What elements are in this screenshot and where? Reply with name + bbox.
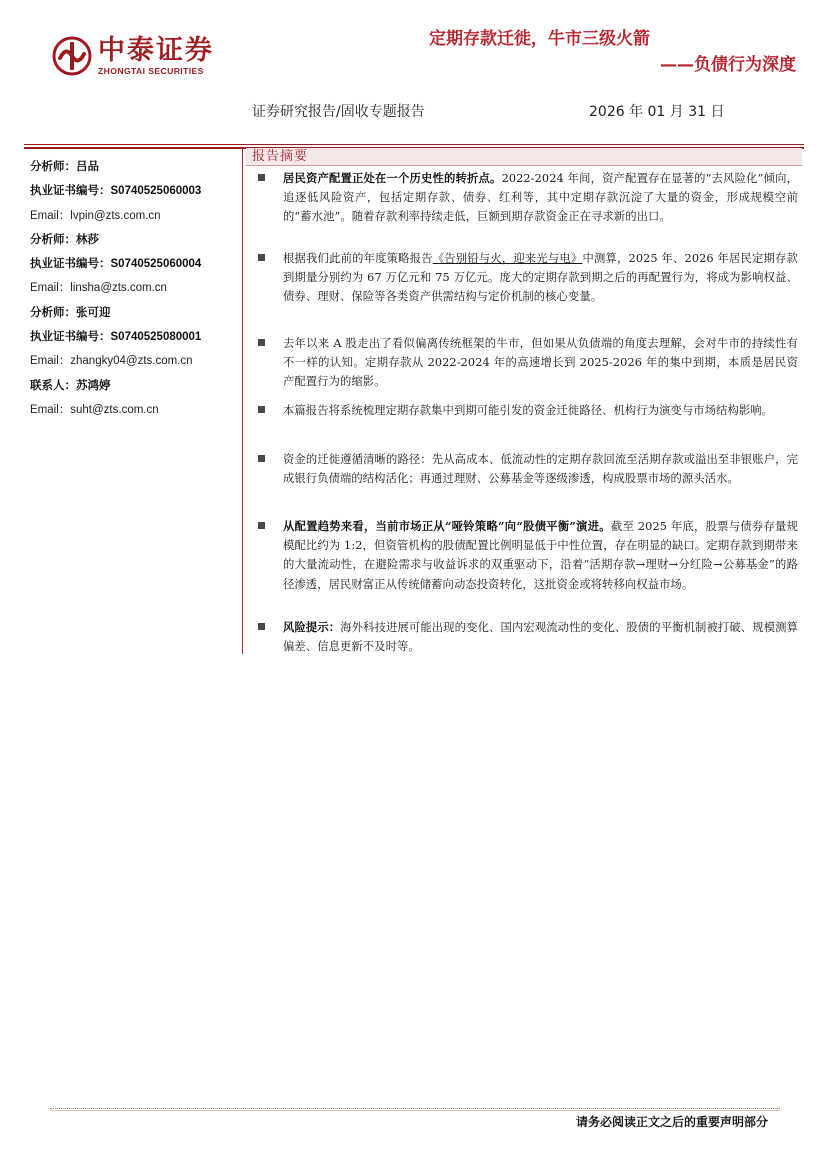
email-row: [30, 397, 240, 421]
analyst-row: [30, 227, 240, 251]
summary-bullet: [254, 517, 802, 594]
brand-name-en: ZHONGTAI SECURITIES: [98, 66, 204, 76]
bullet-square-icon: [258, 174, 265, 181]
contact-row: [30, 373, 240, 397]
summary-bullet: [254, 249, 802, 307]
report-date: 2026 年 01 月 31 日: [589, 104, 725, 120]
footer-divider: [50, 1108, 780, 1109]
bullet-text: 截至 2025 年底，股票与债券存量规模配比约为 1:2，但资管机构的股债配置比例明显低于中性位置，存在明显的缺口。定期存款到期带来的大量流动性，在避险需求与收益诉求的双重驱动下，沿着“活期存款→理财→分红险→公募基金”的路径渗透，居民财富正从传统储蓄向动态投资转化，这批资金或将转移向权益市场。: [283, 520, 798, 591]
analyst-name: 张可迎: [76, 304, 111, 319]
bullet-text: 2022-2024 年间，资产配置存在显著的“去风险化”倾向，追逐低风险资产，包括定期存款、债券、红利等，其中定期存款沉淀了大量的资金，形成规模空前的“蓄水池”。随着存款利率持续走低，巨额到期存款资金正在寻求新的出口。: [283, 172, 798, 224]
zhongtai-logo-icon: [52, 36, 92, 76]
bullet-text-pre: 根据我们此前的年度策略报告: [283, 252, 433, 265]
contact-role-label: 联系人：: [30, 377, 76, 392]
bullet-text: 去年以来 A 股走出了看似偏离传统框架的牛市，但如果从负债端的角度去理解，会对牛市的持续性有不一样的认知。定期存款从 2022-2024 年的高速增长到 2025-2026 年的集中到期，本质是居民资产配置行为的缩影。: [283, 337, 798, 389]
footer-divider-secondary: [50, 1110, 780, 1111]
cert-number: S0740525060004: [110, 258, 202, 271]
summary-heading-bar: [246, 148, 802, 166]
analyst-email[interactable]: lvpin@zts.com.cn: [70, 209, 161, 222]
analyst-role-label: 分析师：: [30, 159, 76, 173]
analyst-row: [30, 154, 240, 178]
summary-bullet: [254, 618, 802, 656]
cert-label: 执业证书编号：: [30, 256, 111, 271]
brand-name-cn: 中泰证券: [98, 35, 214, 66]
contact-name: 苏鸿婷: [76, 377, 111, 392]
cert-number: S0740525060003: [110, 185, 202, 198]
bullet-square-icon: [258, 522, 265, 529]
bullet-square-icon: [258, 339, 265, 346]
bullet-text: 资金的迁徙遵循清晰的路径：先从高成本、低流动性的定期存款回流至活期存款或溢出至非银账户，完成银行负债端的结构活化；再通过理财、公募基金等逐级渗透，构成股票市场的源头活水。: [283, 453, 798, 486]
analyst-role-label: 分析师：: [30, 231, 76, 246]
report-subtitle: ——负债行为深度: [660, 55, 796, 75]
bullet-text: 本篇报告将系统梳理定期存款集中到期可能引发的资金迁徙路径、机构行为演变与市场结构影响。: [283, 404, 774, 417]
bullet-square-icon: [258, 623, 265, 630]
email-label: Email：: [30, 209, 71, 222]
email-label: Email：: [30, 282, 71, 295]
analyst-sidebar: [30, 154, 240, 421]
bullet-square-icon: [258, 254, 265, 261]
summary-bullet: [254, 450, 802, 488]
bullet-square-icon: [258, 455, 265, 462]
report-type: 证券研究报告/固收专题报告: [252, 104, 425, 120]
brand-logo: [52, 36, 214, 76]
strategy-report-link[interactable]: 《告别铅与火，迎来光与电》: [432, 252, 583, 265]
bullet-bold-lead: 风险提示：: [283, 620, 341, 634]
bullet-bold-lead: 从配置趋势来看，当前市场正从“哑铃策略”向“股债平衡”演进。: [283, 519, 611, 533]
cert-row: [30, 324, 240, 348]
analyst-name: 林莎: [76, 231, 99, 246]
bullet-text: 海外科技进展可能出现的变化、国内宏观流动性的变化、股债的平衡机制被打破、规模测算偏差、信息更新不及时等。: [283, 621, 798, 654]
report-title: 定期存款迁徙，牛市三级火箭: [429, 29, 650, 49]
cert-number: S0740525080001: [110, 331, 202, 344]
email-row: [30, 203, 240, 227]
email-label: Email：: [30, 355, 71, 368]
column-divider: [242, 148, 243, 654]
cert-row: [30, 251, 240, 275]
summary-bullet: [254, 334, 802, 392]
summary-heading: 报告摘要: [252, 149, 309, 164]
summary-bullet: [254, 169, 802, 227]
footer-disclaimer: 请务必阅读正文之后的重要声明部分: [575, 1115, 768, 1129]
bullet-square-icon: [258, 406, 265, 413]
cert-label: 执业证书编号：: [30, 183, 111, 198]
analyst-name: 吕品: [76, 159, 99, 173]
contact-email[interactable]: suht@zts.com.cn: [70, 403, 159, 416]
email-label: Email：: [30, 403, 71, 416]
bullet-bold-lead: 居民资产配置正处在一个历史性的转折点。: [283, 171, 502, 185]
analyst-role-label: 分析师：: [30, 304, 76, 319]
summary-bullet: [254, 401, 802, 420]
bullet-text: 中测算，2025 年、2026 年居民定期存款到期量分别约为 67 万亿元和 75 万亿元。庞大的定期存款到期之后的再配置行为，将成为影响权益、债券、理财、保险等各类资产供需结构与定价机制的核心变量。: [283, 252, 798, 304]
email-row: [30, 348, 240, 372]
analyst-email[interactable]: linsha@zts.com.cn: [70, 282, 167, 295]
analyst-row: [30, 300, 240, 324]
cert-row: [30, 178, 240, 202]
cert-label: 执业证书编号：: [30, 329, 111, 344]
analyst-email[interactable]: zhangky04@zts.com.cn: [70, 355, 193, 368]
email-row: [30, 275, 240, 299]
